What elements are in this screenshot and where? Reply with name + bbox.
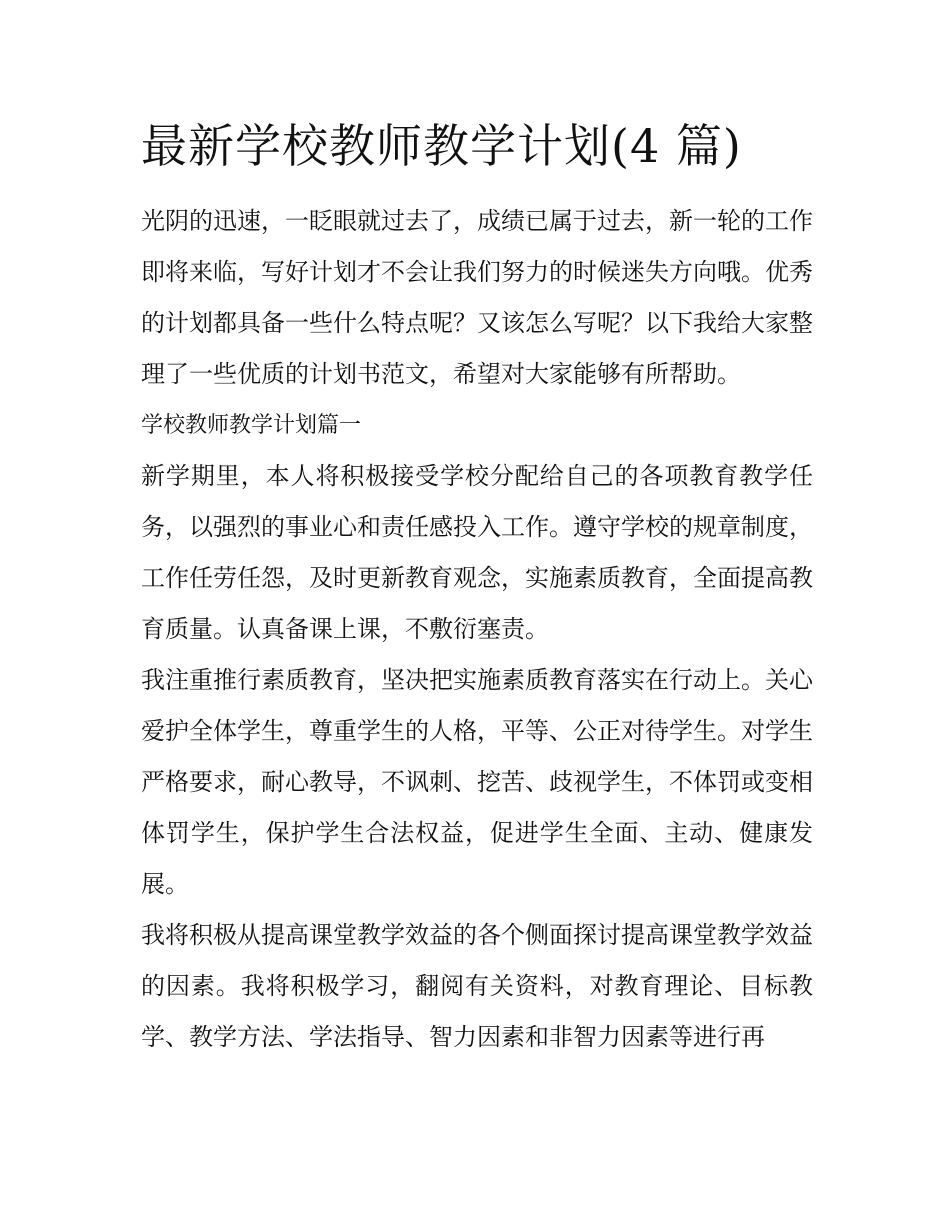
document-body [141,196,813,1063]
body-paragraph: 我注重推行素质教育，坚决把实施素质教育落实在行动上。关心爱护全体学生，尊重学生的人格，平等、公正对待学生。对学生严格要求，耐心教导，不讽刺、挖苦、歧视学生，不体罚或变相体罚学生，保护学生合法权益，促进学生全面、主动、健康发展。 [141,666,813,898]
document-title: 最新学校教师教学计划(4 篇) [141,119,742,173]
section-heading: 学校教师教学计划篇一 [141,413,362,438]
body-paragraph: 新学期里，本人将积极接受学校分配给自己的各项教育教学任务，以强烈的事业心和责任感投入工作。遵守学校的规章制度，工作任劳任怨，及时更新教育观念，实施素质教育，全面提高教育质量。认真备课上课，不敷衍塞责。 [141,462,813,643]
body-paragraph: 我将积极从提高课堂教学效益的各个侧面探讨提高课堂教学效益的因素。我将积极学习，翻阅有关资料，对教育理论、目标教学、教学方法、学法指导、智力因素和非智力因素等进行再 [141,921,813,1051]
intro-paragraph: 光阴的迅速，一眨眼就过去了，成绩已属于过去，新一轮的工作即将来临，写好计划才不会让我们努力的时候迷失方向哦。优秀的计划都具备一些什么特点呢？又该怎么写呢？以下我给大家整理了一些优质的计划书范文，希望对大家能够有所帮助。 [141,207,813,388]
